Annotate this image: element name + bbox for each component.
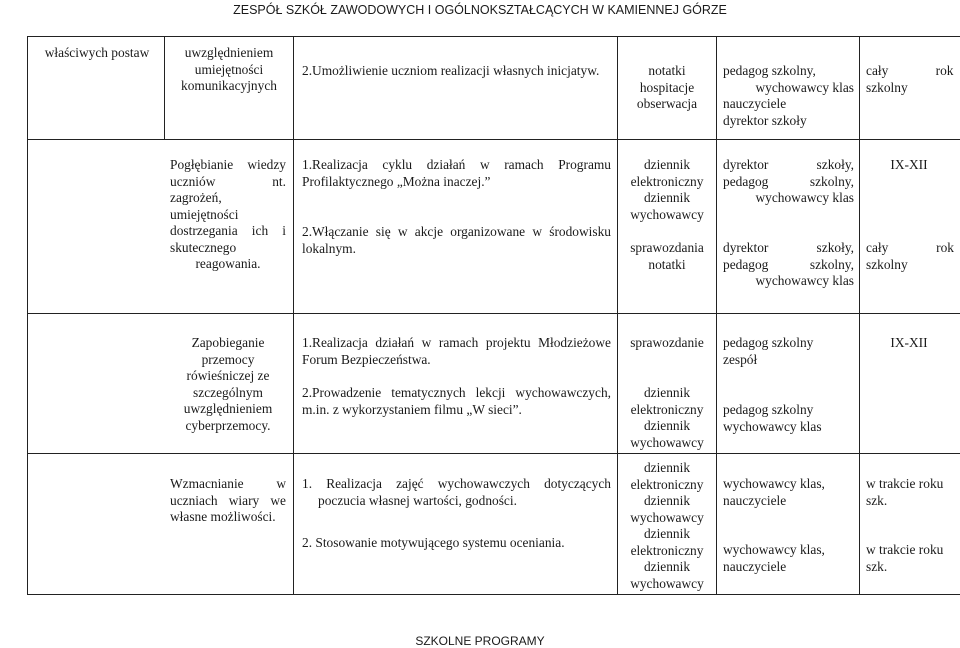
row2-col2: 1.Realizacja działań w ramach projektu Młodzieżowe Forum Bezpieczeństwa. 2.Prowadzenie tematycznych lekcji wychowawczych, m.in. z wykorzystaniem filmu „W sieci”. <box>302 335 611 417</box>
row0-col2: 2.Umożliwienie uczniom realizacji własnych inicjatyw. <box>302 63 600 78</box>
row2-col3a: sprawozdanie <box>630 335 704 350</box>
col-divider-2 <box>293 36 294 595</box>
row2-col3b: dziennik elektroniczny dziennik wychowawcy <box>630 385 704 450</box>
row-divider-2 <box>27 313 960 314</box>
col-divider-3 <box>617 36 618 595</box>
row3-col1: Wzmacnianie w uczniach wiary we własne możliwości. <box>170 476 286 524</box>
row2-col4a: pedagog szkolny zespół <box>723 335 814 367</box>
table-top-border <box>27 36 960 37</box>
row0-col4: pedagog szkolny, wychowawcy klas nauczyciele dyrektor szkoły <box>723 63 854 128</box>
row0-col0: właściwych postaw <box>44 45 150 60</box>
row3-col5a: w trakcie roku szk. <box>866 476 944 508</box>
page-header: ZESPÓŁ SZKÓŁ ZAWODOWYCH I OGÓLNOKSZTAŁCĄCYCH W KAMIENNEJ GÓRZE <box>233 3 727 17</box>
col-divider-4 <box>716 36 717 595</box>
row3-col5b: w trakcie roku szk. <box>866 542 944 574</box>
row3-col3a: dziennik elektroniczny dziennik wychowawcy <box>630 460 704 525</box>
row2-col5: IX-XII <box>890 335 928 350</box>
row2-col4b: pedagog szkolny wychowawcy klas <box>723 402 822 434</box>
row3-col3b: dziennik elektroniczny dziennik wychowawcy <box>630 526 704 591</box>
table-bottom-border <box>27 594 960 595</box>
row1-col4a: dyrektor szkoły, pedagog szkolny, wychowawcy klas <box>723 157 854 205</box>
col-divider-0 <box>27 36 28 595</box>
row0-col5: cały rok szkolny <box>866 63 954 95</box>
row1-col2: 1.Realizacja cyklu działań w ramach Programu Profilaktycznego „Można inaczej.” 2.Włączanie się w akcje organizowane w środowisku lokalnym. <box>302 157 611 256</box>
row1-col3b: sprawozdania notatki <box>630 240 704 272</box>
row-divider-1 <box>27 139 960 140</box>
page-footer: SZKOLNE PROGRAMY <box>415 634 545 648</box>
row0-col3: notatki hospitacje obserwacja <box>636 63 698 111</box>
row3-col4a: wychowawcy klas, nauczyciele <box>723 476 825 508</box>
row3-col4b: wychowawcy klas, nauczyciele <box>723 542 825 574</box>
row3-col2: 1. Realizacja zajęć wychowawczych dotyczących poczucia własnej wartości, godności. 2. Stosowanie motywującego systemu oceniania. <box>302 476 611 550</box>
row1-col4b: dyrektor szkoły, pedagog szkolny, wychowawcy klas <box>723 240 854 288</box>
row2-col1: Zapobieganie przemocy rówieśniczej ze szczególnym uwzględnieniem cyberprzemocy. <box>183 335 273 433</box>
row-divider-3 <box>27 453 960 454</box>
col-divider-1 <box>164 36 165 139</box>
row1-col1: Pogłębianie wiedzy uczniów nt. zagrożeń, umiejętności dostrzegania ich i skutecznego reagowania. <box>170 157 286 271</box>
col-divider-5 <box>859 36 860 595</box>
row1-col5b: cały rok szkolny <box>866 240 954 272</box>
row0-col1: uwzględnieniem umiejętności komunikacyjnych <box>181 45 277 93</box>
row1-col3a: dziennik elektroniczny dziennik wychowawcy <box>630 157 704 222</box>
row1-col5a: IX-XII <box>890 157 928 172</box>
